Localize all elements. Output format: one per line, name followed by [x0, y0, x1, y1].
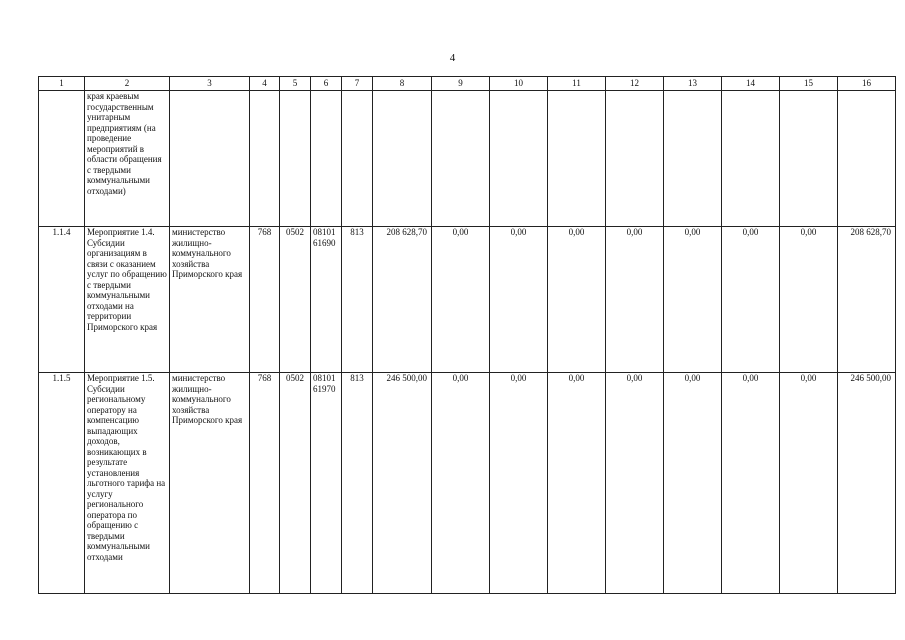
- column-header: 15: [780, 77, 838, 91]
- amount-cell: [606, 91, 664, 227]
- amount-cell: 246 500,00: [838, 373, 896, 594]
- amount-cell: 0,00: [548, 373, 606, 594]
- executor-name: министерство жилищно-коммунального хозяйства Приморского края: [170, 373, 250, 594]
- grbs-code: 768: [250, 227, 280, 373]
- amount-cell: 0,00: [606, 227, 664, 373]
- csr-code: [311, 91, 342, 227]
- row-number: [39, 91, 85, 227]
- grbs-code: [250, 91, 280, 227]
- measure-name: края краевым государственным унитарным предприятиям (на проведение мероприятий в области обращения с твердыми коммунальными отходами): [85, 91, 170, 227]
- header-row: [39, 77, 896, 91]
- column-header: 1: [39, 77, 85, 91]
- amount-cell: [780, 91, 838, 227]
- row-number: 1.1.4: [39, 227, 85, 373]
- amount-cell: [432, 91, 490, 227]
- amount-cell: 0,00: [548, 227, 606, 373]
- amount-cell: [490, 91, 548, 227]
- amount-cell: 0,00: [490, 373, 548, 594]
- table-row: [39, 227, 896, 373]
- table-row: [39, 373, 896, 594]
- column-header: 13: [664, 77, 722, 91]
- measure-name: Мероприятие 1.5. Субсидии региональному оператору на компенсацию выпадающих доходов, возникающих в результате установления льготного тарифа на услугу регионального оператора по обращению с твердыми коммунальными отходами: [85, 373, 170, 594]
- rzpr-code: [280, 91, 311, 227]
- table-row: [39, 91, 896, 227]
- amount-cell: [722, 91, 780, 227]
- rzpr-code: 0502: [280, 373, 311, 594]
- column-header: 14: [722, 77, 780, 91]
- amount-cell: 246 500,00: [373, 373, 432, 594]
- measure-name: Мероприятие 1.4. Субсидии организациям в связи с оказанием услуг по обращению с твердыми коммунальными отходами на территории Приморского края: [85, 227, 170, 373]
- column-header: 10: [490, 77, 548, 91]
- vr-code: 813: [342, 227, 373, 373]
- amount-cell: 0,00: [606, 373, 664, 594]
- column-header: 9: [432, 77, 490, 91]
- column-header: 12: [606, 77, 664, 91]
- grbs-code: 768: [250, 373, 280, 594]
- executor-name: министерство жилищно-коммунального хозяйства Приморского края: [170, 227, 250, 373]
- vr-code: 813: [342, 373, 373, 594]
- amount-cell: 0,00: [722, 227, 780, 373]
- amount-cell: 0,00: [722, 373, 780, 594]
- csr-code: 08101 61970: [311, 373, 342, 594]
- amount-cell: [548, 91, 606, 227]
- row-number: 1.1.5: [39, 373, 85, 594]
- amount-cell: 208 628,70: [838, 227, 896, 373]
- amount-cell: 0,00: [664, 227, 722, 373]
- budget-table: [38, 76, 896, 594]
- amount-cell: [664, 91, 722, 227]
- amount-cell: [838, 91, 896, 227]
- column-header: 3: [170, 77, 250, 91]
- column-header: 16: [838, 77, 896, 91]
- vr-code: [342, 91, 373, 227]
- column-header: 4: [250, 77, 280, 91]
- amount-cell: 208 628,70: [373, 227, 432, 373]
- amount-cell: 0,00: [432, 373, 490, 594]
- column-header: 5: [280, 77, 311, 91]
- column-header: 11: [548, 77, 606, 91]
- amount-cell: 0,00: [432, 227, 490, 373]
- csr-code: 08101 61690: [311, 227, 342, 373]
- executor-name: [170, 91, 250, 227]
- page-number: 4: [449, 52, 456, 64]
- column-header: 7: [342, 77, 373, 91]
- column-header: 8: [373, 77, 432, 91]
- amount-cell: [373, 91, 432, 227]
- rzpr-code: 0502: [280, 227, 311, 373]
- amount-cell: 0,00: [490, 227, 548, 373]
- amount-cell: 0,00: [780, 227, 838, 373]
- column-header: 2: [85, 77, 170, 91]
- amount-cell: 0,00: [780, 373, 838, 594]
- amount-cell: 0,00: [664, 373, 722, 594]
- column-header: 6: [311, 77, 342, 91]
